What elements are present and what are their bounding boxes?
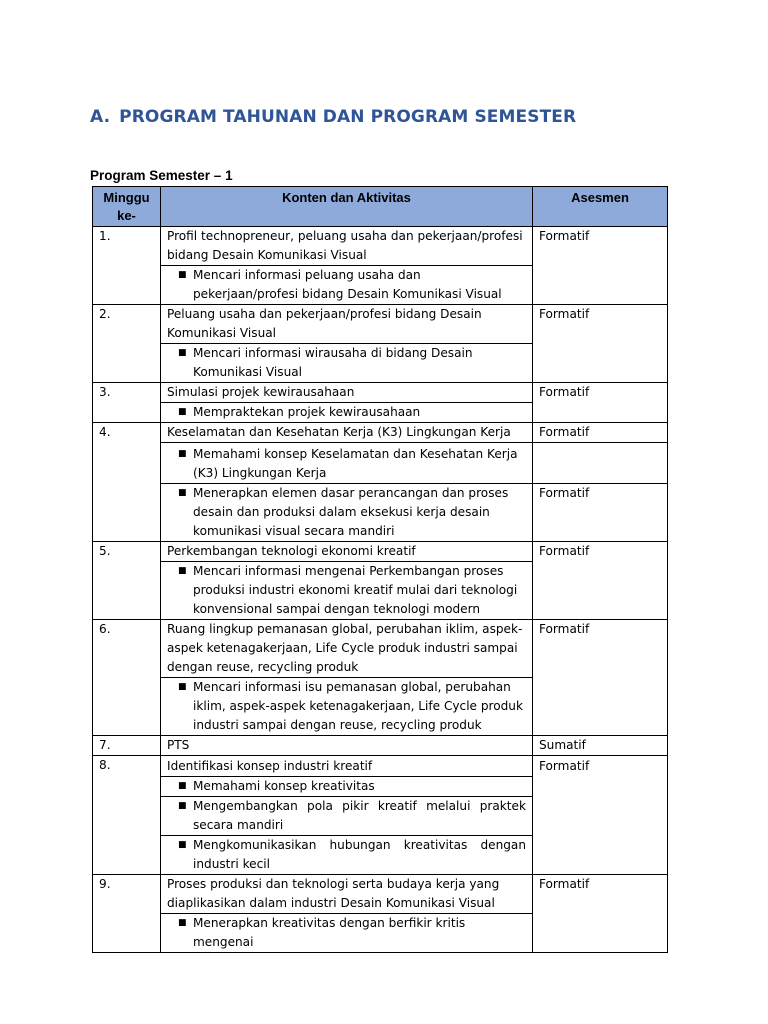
assessment-cell: Formatif	[533, 227, 668, 305]
week-cell: 4.	[93, 423, 161, 542]
assessment-cell: Formatif	[533, 756, 668, 875]
square-bullet-icon: ■	[178, 270, 187, 280]
activity-cell	[161, 914, 533, 953]
week-cell: 7.	[93, 736, 161, 756]
table-row	[93, 423, 668, 443]
table-row	[93, 227, 668, 266]
assessment-cell: Formatif	[533, 305, 668, 383]
square-bullet-icon: ■	[178, 407, 187, 417]
week-cell: 3.	[93, 383, 161, 423]
list-item: ■ Menerapkan kreativitas dengan berfikir kritis mengenai	[178, 916, 466, 949]
table-row	[93, 443, 668, 484]
assessment-cell: Formatif	[533, 484, 668, 542]
week-cell: 8.	[93, 756, 161, 875]
topic-cell: Perkembangan teknologi ekonomi kreatif	[161, 542, 533, 562]
semester-program-table	[92, 186, 668, 953]
week-cell: 1.	[93, 227, 161, 305]
week-cell: 6.	[93, 620, 161, 736]
topic-cell: PTS	[161, 736, 533, 756]
list-item: ■ Memahami konsep Keselamatan dan Kesehatan Kerja (K3) Lingkungan Kerja	[178, 447, 518, 480]
square-bullet-icon: ■	[178, 449, 187, 459]
topic-cell: Keselamatan dan Kesehatan Kerja (K3) Lingkungan Kerja	[161, 423, 533, 443]
assessment-cell: Formatif	[533, 875, 668, 953]
activity-cell	[161, 777, 533, 797]
section-heading	[90, 107, 576, 127]
list-item: ■ Mengkomunikasikan hubungan kreativitas dengan industri kecil	[178, 838, 526, 871]
square-bullet-icon: ■	[178, 801, 187, 811]
list-item: ■ Mengembangkan pola pikir kreatif melalui praktek secara mandiri	[178, 799, 526, 832]
square-bullet-icon: ■	[178, 781, 187, 791]
list-item: ■ Mencari informasi isu pemanasan global, perubahan iklim, aspek-aspek ketenagakerjaan, Life Cycle produk industri sampai dengan reuse, recycling produk	[178, 680, 523, 732]
square-bullet-icon: ■	[178, 918, 187, 928]
week-cell: 9.	[93, 875, 161, 953]
list-item: ■ Menerapkan elemen dasar perancangan dan proses desain dan produksi dalam eksekusi kerja desain komunikasi visual secara mandiri	[178, 486, 509, 538]
topic-cell: Ruang lingkup pemanasan global, perubahan iklim, aspek-aspek ketenagakerjaan, Life Cycle produk industri sampai dengan reuse, recycling produk	[161, 620, 533, 678]
topic-cell: Identifikasi konsep industri kreatif	[161, 756, 533, 777]
activity-cell	[161, 443, 533, 484]
activity-cell	[161, 797, 533, 836]
square-bullet-icon: ■	[178, 682, 187, 692]
table-row	[93, 542, 668, 562]
activity-cell	[161, 484, 533, 542]
assessment-cell: Formatif	[533, 542, 668, 620]
assessment-cell	[533, 443, 668, 484]
assessment-cell: Formatif	[533, 423, 668, 443]
activity-cell	[161, 678, 533, 736]
activity-cell	[161, 344, 533, 383]
topic-cell: Profil technopreneur, peluang usaha dan pekerjaan/profesi bidang Desain Komunikasi Visual	[161, 227, 533, 266]
topic-cell: Simulasi projek kewirausahaan	[161, 383, 533, 403]
section-number: A.	[90, 107, 111, 127]
header-week: Minggu ke-	[93, 187, 161, 227]
table-row	[93, 756, 668, 777]
square-bullet-icon: ■	[178, 348, 187, 358]
header-content: Konten dan Aktivitas	[161, 187, 533, 227]
list-item: ■ Mencari informasi mengenai Perkembangan proses produksi industri ekonomi kreatif mulai dari teknologi konvensional sampai dengan teknologi modern	[178, 564, 518, 616]
square-bullet-icon: ■	[178, 488, 187, 498]
assessment-cell: Sumatif	[533, 736, 668, 756]
activity-cell	[161, 266, 533, 305]
table-row	[93, 383, 668, 403]
table-row	[93, 875, 668, 914]
semester-title: Program Semester – 1	[90, 168, 233, 183]
table-header-row	[93, 187, 668, 227]
week-cell: 5.	[93, 542, 161, 620]
activity-cell	[161, 836, 533, 875]
list-item: ■ Mencari informasi wirausaha di bidang Desain Komunikasi Visual	[178, 346, 473, 379]
week-cell: 2.	[93, 305, 161, 383]
list-item: ■ Mempraktekan projek kewirausahaan	[178, 403, 526, 422]
section-title: PROGRAM TAHUNAN DAN PROGRAM SEMESTER	[119, 107, 577, 127]
topic-cell: Proses produksi dan teknologi serta budaya kerja yang diaplikasikan dalam industri Desain Komunikasi Visual	[161, 875, 533, 914]
table-row	[93, 620, 668, 678]
square-bullet-icon: ■	[178, 840, 187, 850]
activity-cell	[161, 403, 533, 423]
list-item: ■ Mencari informasi peluang usaha dan pekerjaan/profesi bidang Desain Komunikasi Visual	[178, 268, 502, 301]
topic-cell: Peluang usaha dan pekerjaan/profesi bidang Desain Komunikasi Visual	[161, 305, 533, 344]
table-row	[93, 736, 668, 756]
header-assessment: Asesmen	[533, 187, 668, 227]
table-row	[93, 305, 668, 344]
activity-cell	[161, 562, 533, 620]
assessment-cell: Formatif	[533, 383, 668, 423]
assessment-cell: Formatif	[533, 620, 668, 736]
table-row	[93, 484, 668, 542]
list-item: ■ Memahami konsep kreativitas	[178, 777, 526, 796]
square-bullet-icon: ■	[178, 566, 187, 576]
